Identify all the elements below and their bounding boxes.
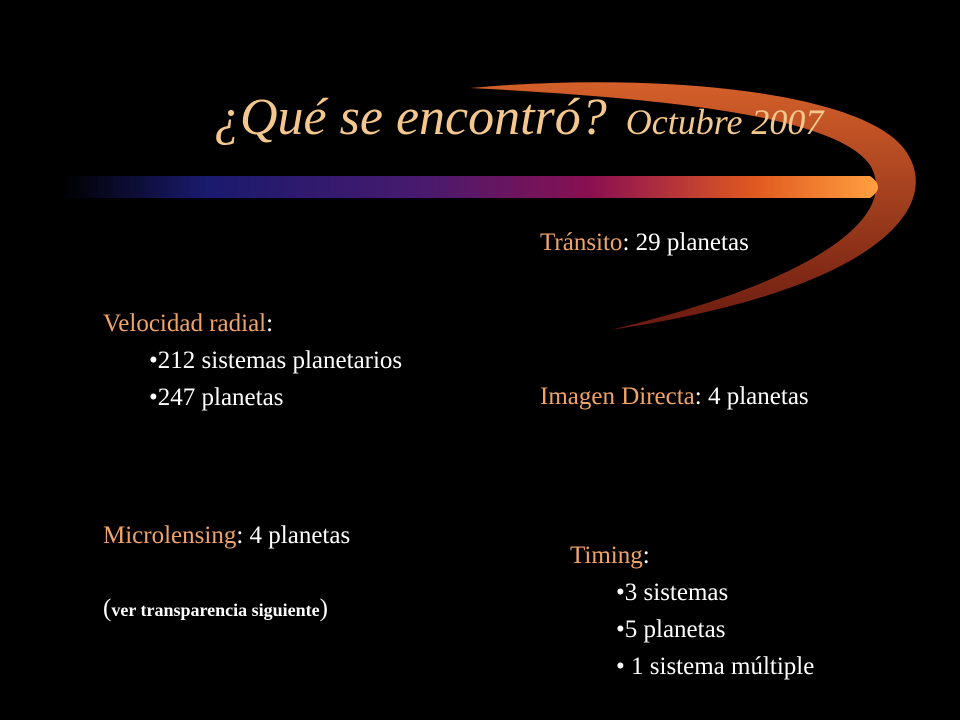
transit-value: 29 planetas — [635, 229, 749, 256]
list-item: • 1 sistema múltiple — [616, 653, 815, 680]
swoosh-bar — [60, 176, 878, 198]
title-main: ¿Qué se encontró? — [214, 89, 607, 146]
radial-velocity-list — [103, 342, 402, 416]
list-item: •247 planetas — [149, 384, 284, 411]
timing-list — [570, 574, 814, 685]
slide-title — [214, 89, 824, 146]
transit-label: Tránsito — [540, 229, 623, 256]
direct-imaging-label: Imagen Directa — [540, 383, 695, 410]
microlensing-value: 4 planetas — [249, 522, 351, 549]
list-item: •212 sistemas planetarios — [149, 347, 403, 374]
direct-imaging-value: 4 planetas — [707, 383, 809, 410]
list-item: •5 planetas — [616, 616, 726, 643]
timing-label: Timing — [570, 542, 643, 569]
timing-block: Timing: •3 sistemas •5 planetas • 1 sistema múltiple — [570, 537, 814, 685]
title-date: Octubre 2007 — [625, 102, 824, 142]
list-item: •3 sistemas — [616, 579, 729, 606]
microlensing-note: (ver transparencia siguiente) — [103, 595, 328, 622]
transit-block: Tránsito: 29 planetas — [540, 229, 749, 256]
direct-imaging-block: Imagen Directa: 4 planetas — [540, 383, 809, 410]
microlensing-label: Microlensing — [103, 522, 237, 549]
radial-velocity-block: Velocidad radial: •212 sistemas planetarios •247 planetas — [103, 305, 402, 416]
microlensing-block: Microlensing: 4 planetas (ver transparencia siguiente) — [103, 517, 350, 629]
radial-velocity-label: Velocidad radial — [103, 310, 267, 337]
